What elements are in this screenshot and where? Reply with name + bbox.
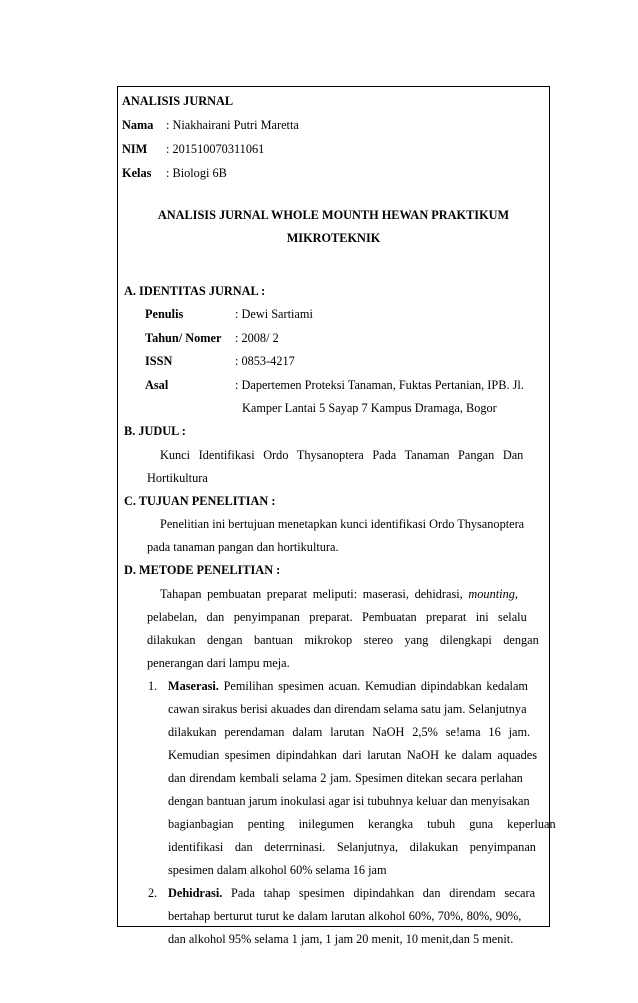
nama-row [122, 117, 299, 133]
nim-value: : 201510070311061 [166, 142, 265, 156]
metode-intro-1c: mounting [468, 587, 515, 601]
item1-line4: Kemudian spesimen dipindahkan dari larutan NaOH ke dalam aquades [168, 748, 537, 762]
item2-line1 [168, 885, 535, 901]
nim-row [122, 141, 264, 157]
judul-line2: Hortikultura [147, 471, 208, 485]
asal-value-line2: Kamper Lantai 5 Sayap 7 Kampus Dramaga, Bogor [242, 401, 497, 415]
item1-line8: identifikasi dan deterrninasi. Selanjutnya, dilakukan penyimpanan [168, 840, 536, 854]
kelas-row [122, 165, 227, 181]
metode-intro-line1 [160, 586, 518, 602]
tahun-row [145, 330, 279, 346]
kelas-value: : Biologi 6B [166, 166, 227, 180]
tahun-label: Tahun/ Nomer [145, 331, 222, 345]
penulis-label: Penulis [145, 307, 184, 321]
judul-line1-text: Kunci Identifikasi Ordo Thysanoptera Pada Tanaman Pangan Dan [160, 448, 524, 462]
asal-row [145, 377, 524, 393]
item2-line2: bertahap berturut turut ke dalam larutan alkohol 60%, 70%, 80%, 90%, [168, 909, 522, 923]
item2-line1-text: Pada tahap spesimen dipindahkan dan direndam secara [222, 886, 536, 900]
section-b-heading: B. JUDUL : [124, 424, 186, 438]
kelas-label: Kelas [122, 166, 152, 180]
metode-intro-1d: , [514, 587, 518, 601]
section-d-heading: D. METODE PENELITIAN : [124, 563, 281, 577]
section-c-heading: C. TUJUAN PENELITIAN : [124, 494, 276, 508]
judul-line1 [160, 447, 547, 463]
journal-analysis-box [117, 86, 556, 946]
doc-title-line2: MIKROTEKNIK [286, 231, 381, 245]
item1-line7: bagianbagian penting inilegumen kerangka tubuh guna keperluan [168, 817, 556, 831]
metode-intro-line4: penerangan dari lampu meja. [147, 656, 290, 670]
penulis-row [145, 306, 313, 322]
tujuan-line2: pada tanaman pangan dan hortikultura. [147, 540, 339, 554]
asal-value-line1: : Dapertemen Proteksi Tanaman, Fuktas Pertanian, IPB. Jl. [235, 378, 524, 392]
doc-title-line1: ANALISIS JURNAL WHOLE MOUNTH HEWAN PRAKTIKUM [157, 208, 510, 222]
nim-label: NIM [122, 142, 148, 156]
item1-line9: spesimen dalam alkohol 60% selama 16 jam [168, 863, 387, 877]
item1-line1 [168, 678, 528, 694]
item1-term: Maserasi. [168, 679, 219, 693]
item2-term: Dehidrasi. [168, 886, 223, 900]
item1-line1-text: Pemilihan spesimen acuan. Kemudian dipindabkan kedalam [218, 679, 528, 693]
issn-value: : 0853-4217 [235, 354, 295, 368]
penulis-value: : Dewi Sartiami [235, 307, 313, 321]
item2-number: 2. [148, 886, 158, 900]
issn-label: ISSN [145, 354, 173, 368]
item1-line2: cawan sirakus berisi akuades dan direndam selama satu jam. Selanjutnya [168, 702, 527, 716]
metode-intro-line2: pelabelan, dan penyimpanan preparat. Pembuatan preparat ini selalu [147, 610, 527, 624]
item1-line5: dan direndam kembali selama 2 jam. Spesimen ditekan secara perlahan [168, 771, 523, 785]
section-a-heading: A. IDENTITAS JURNAL : [124, 284, 266, 298]
nama-value: : Niakhairani Putri Maretta [166, 118, 299, 132]
issn-row [145, 353, 295, 369]
item1-line6: dengan bantuan jarum inokulasi agar isi tubuhnya keluar dan menyisakan [168, 794, 530, 808]
tahun-value: : 2008/ 2 [235, 331, 279, 345]
asal-label: Asal [145, 378, 169, 392]
metode-intro-1b: : maserasi, dehidrasi, [353, 587, 469, 601]
metode-intro-line3: dilakukan dengan bantuan mikrokop stereo yang dilengkapi dengan [147, 633, 539, 647]
item2-line3: dan alkohol 95% selama 1 jam, 1 jam 20 menit, 10 menit,dan 5 menit. [168, 932, 514, 946]
tujuan-line1: Penelitian ini bertujuan menetapkan kunci identifikasi Ordo Thysanoptera [160, 517, 525, 531]
item1-line3: dilakukan perendaman dalam larutan NaOH 2,5% se!ama 16 jam. [168, 725, 531, 739]
nama-label: Nama [122, 118, 154, 132]
header-title: ANALISIS JURNAL [122, 94, 234, 108]
metode-intro-1a: Tahapan pembuatan preparat meliputi [160, 587, 354, 601]
item1-number: 1. [148, 679, 158, 693]
